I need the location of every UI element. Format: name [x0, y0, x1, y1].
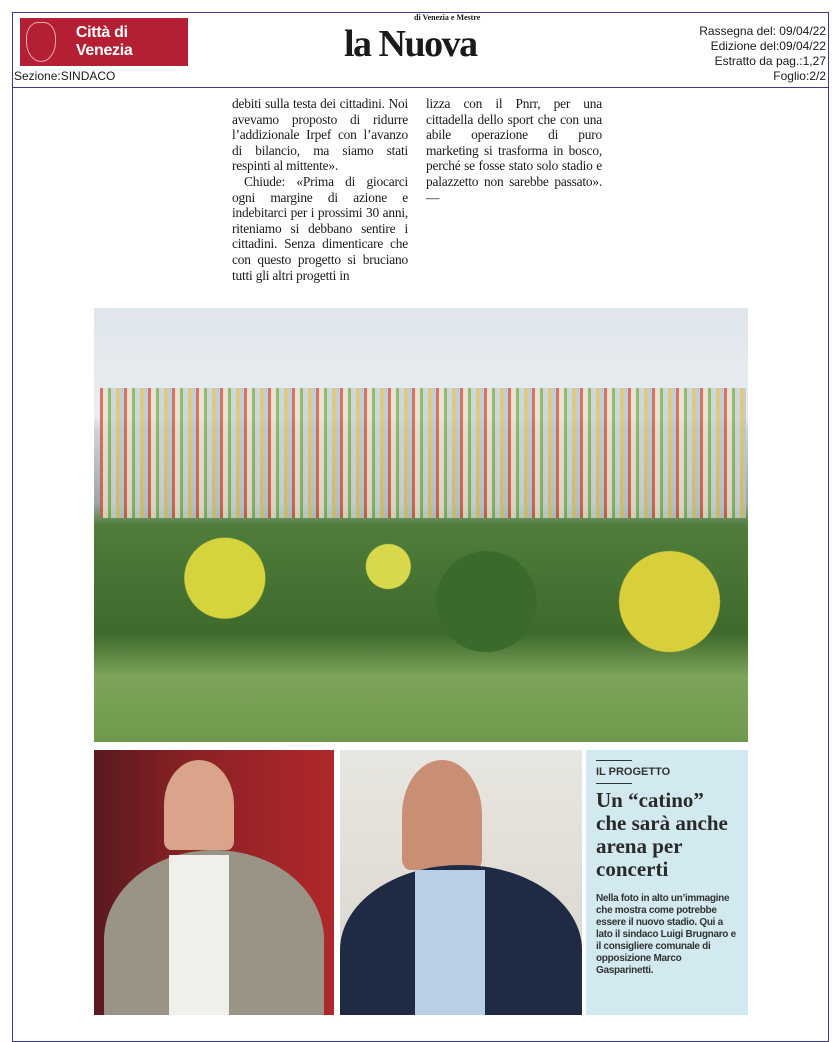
shirt: [415, 870, 485, 1015]
article-column-2: [426, 96, 602, 205]
divider: [596, 783, 632, 784]
gasparinetti-photo: [340, 750, 582, 1015]
foglio: Foglio:2/2: [773, 69, 826, 83]
section-label: Sezione:SINDACO: [14, 69, 116, 83]
kicker: IL PROGETTO: [596, 766, 671, 778]
face: [164, 760, 234, 850]
divider: [596, 760, 632, 761]
project-sidebar-box: [586, 750, 748, 1015]
box-title: Un “catino” che sarà anche arena per concerti: [596, 788, 728, 881]
citta-di-venezia-logo: [20, 18, 188, 66]
brugnaro-photo: [94, 750, 334, 1015]
estratto-pages: Estratto da pag.:1,27: [714, 54, 826, 68]
article-column-1: [232, 96, 408, 283]
logo-text: Città di Venezia: [75, 24, 133, 59]
crest-icon: [26, 22, 56, 62]
stadium-rendering-photo: [94, 308, 748, 742]
shirt: [169, 855, 229, 1015]
paragraph: lizza con il Pnrr, per una cittadella dello sport che con una abile operazione di puro marketing si trasforma in bosco, perché se fosse stato solo stadio e palazzetto non sarebbe passato». —: [426, 96, 602, 205]
masthead: la Nuova: [344, 23, 477, 65]
face: [402, 760, 482, 870]
photo-caption: Nella foto in alto un’immagine che mostra come potrebbe essere il nuovo stadio. Qui a lato il sindaco Luigi Brugnaro e il consigliere comunale di opposizione Marco Gasparinetti.: [596, 893, 736, 976]
rassegna-date: Rassegna del: 09/04/22: [699, 24, 826, 38]
stadium-facade: [100, 388, 746, 518]
masthead-subtitle: di Venezia e Mestre: [414, 13, 481, 22]
edizione-date: Edizione del:09/04/22: [710, 39, 826, 53]
paragraph: Chiude: «Prima di giocarci ogni margine di azione e indebitarci per i prossimi 30 anni, riteniamo si debbano sentire i cittadini. Senza dimenticare che con questo progetto si bruciano tutti gli altri progetti in: [232, 173, 408, 283]
paragraph: debiti sulla testa dei cittadini. Noi avevamo proposto di ridurre l’addizionale Irpef con l’avanzo di bilancio, ma siamo stati respinti al mittente».: [232, 96, 408, 174]
trees: [94, 508, 748, 742]
header-divider: [12, 87, 829, 88]
clipping-meta: [699, 24, 826, 84]
